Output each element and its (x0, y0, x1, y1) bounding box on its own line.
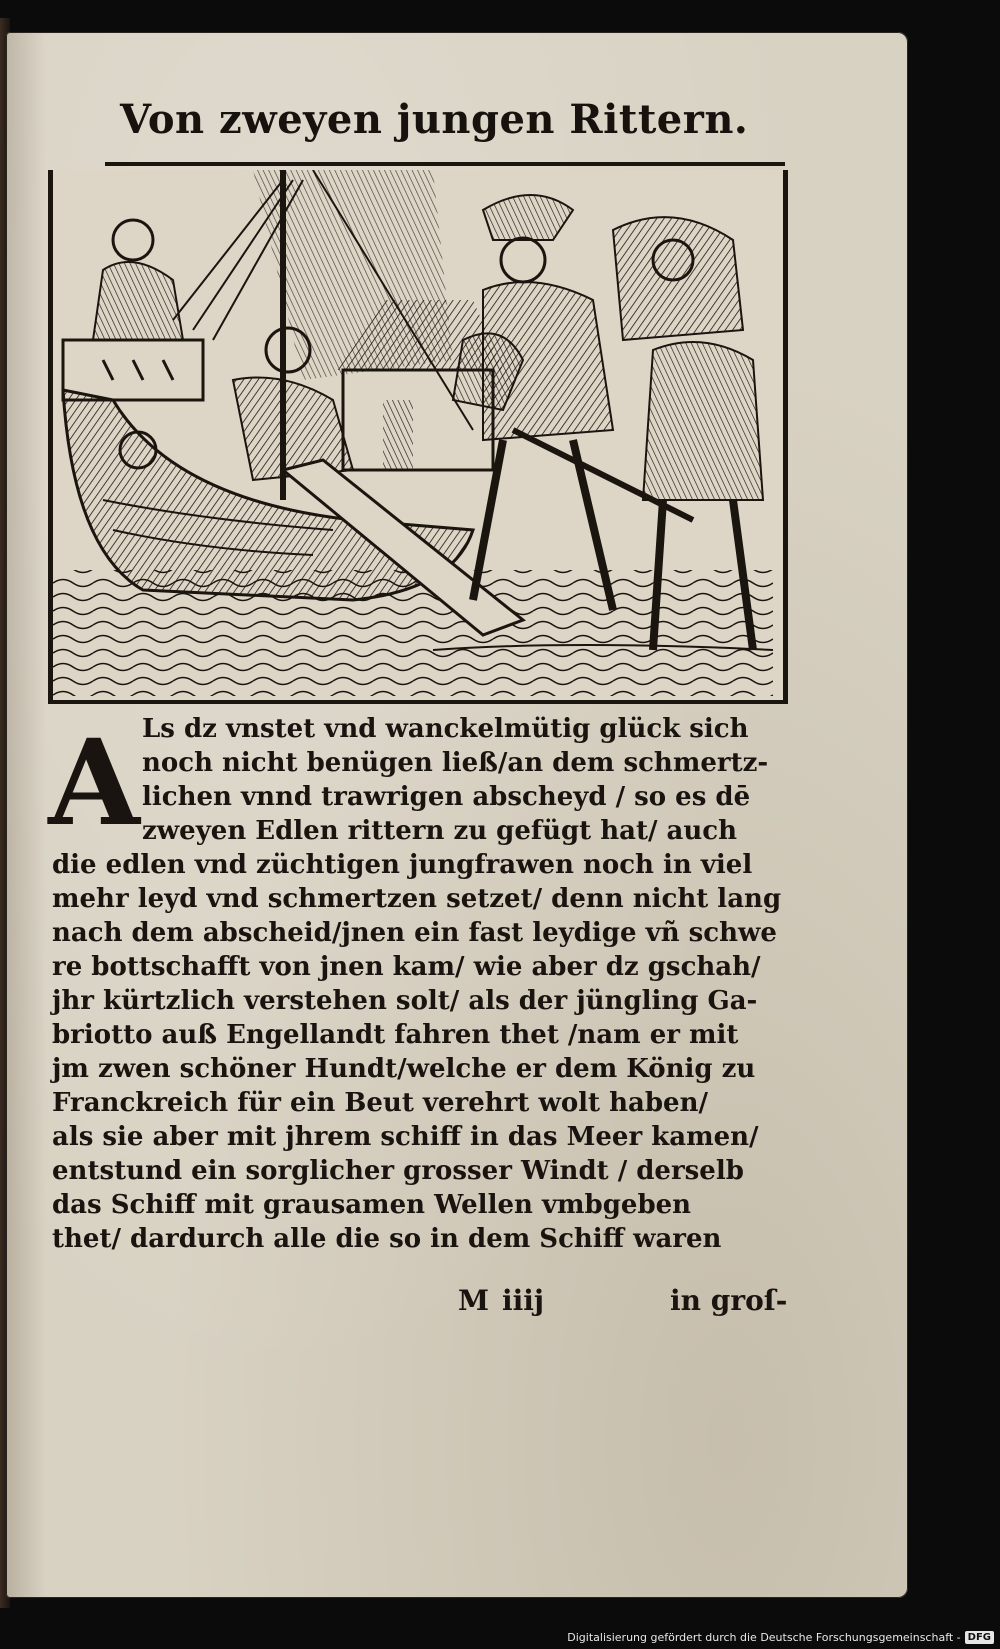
head-rule (105, 162, 785, 166)
text-line: thet/ dardurch alle die so in dem Schiff waren (52, 1224, 722, 1254)
text-line: jm zwen schöner Hundt/welche er dem König zu (52, 1054, 756, 1084)
text-line: jhr kürtzlich verstehen solt/ als der jüngling Ga- (52, 986, 758, 1016)
text-line: entstund ein sorglicher grosser Windt / derselb (52, 1156, 744, 1186)
text-line: Franckreich für ein Beut verehrt wolt haben/ (52, 1088, 708, 1118)
text-line: lichen vnnd trawrigen abscheyd / so es dē (142, 782, 751, 812)
text-line: als sie aber mit jhrem schiff in das Meer kamen/ (52, 1122, 759, 1152)
dfg-logo-badge: DFG (965, 1631, 994, 1644)
signature-line (458, 1284, 798, 1320)
text-line: briotto auß Engellandt fahren thet /nam er mit (52, 1020, 739, 1050)
text-line: die edlen vnd züchtigen jungfrawen noch in viel (52, 850, 753, 880)
text-line: nach dem abscheid/jnen ein fast leydige vñ schwe (52, 918, 777, 948)
text-line: noch nicht benügen ließ/an dem schmertz- (142, 748, 769, 778)
footer-credit (567, 1627, 994, 1647)
initial-letter: A (48, 713, 140, 852)
footer-credit-text: Digitalisierung gefördert durch die Deutsche Forschungsgemeinschaft - (567, 1630, 961, 1644)
signature-mark: M (458, 1284, 489, 1317)
text-line: das Schiff mit grausamen Wellen vmbgeben (52, 1190, 692, 1220)
text-line: mehr leyd vnd schmertzen setzet/ denn nicht lang (52, 884, 782, 914)
running-head: Von zweyen jungen Rittern. (120, 96, 749, 143)
text-line: re bottschafft von jnen kam/ wie aber dz gschah/ (52, 952, 761, 982)
text-line: Ls dz vnstet vnd wanckelmütig glück sich (142, 714, 749, 744)
woodcut-ship-scene-drawing (53, 170, 773, 696)
text-line: zweyen Edlen rittern zu gefügt hat/ auch (142, 816, 738, 846)
catchword: in groſ- (670, 1284, 788, 1317)
signature-number: iiij (502, 1284, 545, 1317)
decorated-initial (48, 713, 140, 852)
woodcut-illustration (48, 170, 788, 704)
